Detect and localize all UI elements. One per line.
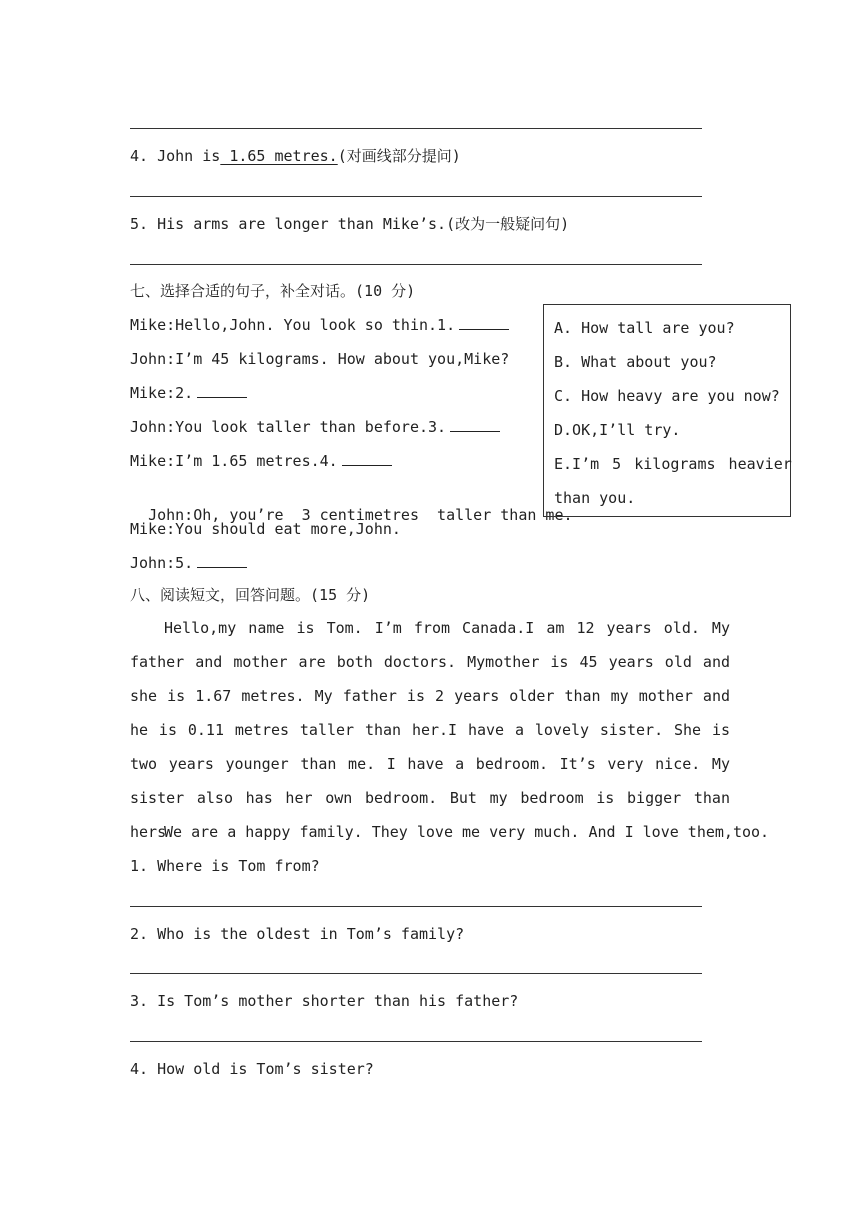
option-e-continued: than you. <box>554 489 636 507</box>
dialogue-line-8 <box>130 553 247 573</box>
dialogue-text: Mike:You should eat more,John. <box>130 520 401 538</box>
answer-line[interactable] <box>130 1041 702 1042</box>
reading-question-4: 4. How old is Tom’s sister? <box>130 1060 374 1078</box>
answer-blank-5[interactable] <box>197 553 247 568</box>
answer-line[interactable] <box>130 196 702 197</box>
answer-line[interactable] <box>130 264 702 265</box>
dialogue-line-5 <box>130 451 392 471</box>
option-e: E.I’m 5 kilograms heavier <box>554 455 792 473</box>
reading-question-1: 1. Where is Tom from? <box>130 857 320 875</box>
reading-paragraph-1: Hello,my name is Tom. I’m from Canada.I am 12 years old. My father and mother are both doctors. Mymother is 45 years old and she is 1.67 metres. My father is 2 years older than my mother and he is 0.11 metres taller than her.I have a lovely sister. She is two years younger than me. I have a bedroom. It’s very nice. My sister also has her own bedroom. But my bedroom is bigger than hers. <box>130 619 730 841</box>
reading-question-3: 3. Is Tom’s mother shorter than his father? <box>130 992 519 1010</box>
section-7-heading: 七、选择合适的句子，补全对话。(10 分) <box>130 282 416 300</box>
dialogue-text: Mike:2. <box>130 384 194 402</box>
option-a: A. How tall are you? <box>554 319 735 337</box>
answer-blank-1[interactable] <box>459 315 509 330</box>
rewrite-question-4 <box>130 146 461 166</box>
answer-blank-2[interactable] <box>197 383 247 398</box>
dialogue-text: John:Oh, you’re 3 centimetres taller than me. <box>148 506 573 524</box>
answer-blank-3[interactable] <box>450 417 500 432</box>
dialogue-text: Mike:Hello,John. You look so thin.1. <box>130 316 456 334</box>
reading-paragraph-2: We are a happy family. They love me very much. And I love them,too. <box>164 823 770 841</box>
underlined-phrase: 1.65 metres. <box>220 147 338 165</box>
dialogue-text: Mike:I’m 1.65 metres.4. <box>130 452 338 470</box>
dialogue-text: John:I’m 45 kilograms. How about you,Mike? <box>130 350 510 368</box>
answer-line[interactable] <box>130 906 702 907</box>
option-c: C. How heavy are you now? <box>554 387 780 405</box>
question-instruction: (对画线部分提问) <box>337 147 461 165</box>
option-d: D.OK,I’ll try. <box>554 421 681 439</box>
answer-blank-4[interactable] <box>342 451 392 466</box>
answer-line[interactable] <box>130 128 702 129</box>
dialogue-text: John:5. <box>130 554 194 572</box>
dialogue-line-3 <box>130 383 247 403</box>
option-b: B. What about you? <box>554 353 717 371</box>
answer-line[interactable] <box>130 973 702 974</box>
dialogue-line-7 <box>130 519 401 539</box>
question-text: 4. John is <box>130 147 221 165</box>
dialogue-line-4 <box>130 417 500 437</box>
rewrite-question-5: 5. His arms are longer than Mike’s.(改为一般疑问句) <box>130 215 570 233</box>
dialogue-line-2 <box>130 349 509 369</box>
dialogue-text: John:You look taller than before.3. <box>130 418 447 436</box>
section-8-heading: 八、阅读短文，回答问题。(15 分) <box>130 586 371 604</box>
dialogue-line-1 <box>130 315 509 335</box>
reading-question-2: 2. Who is the oldest in Tom’s family? <box>130 925 465 943</box>
